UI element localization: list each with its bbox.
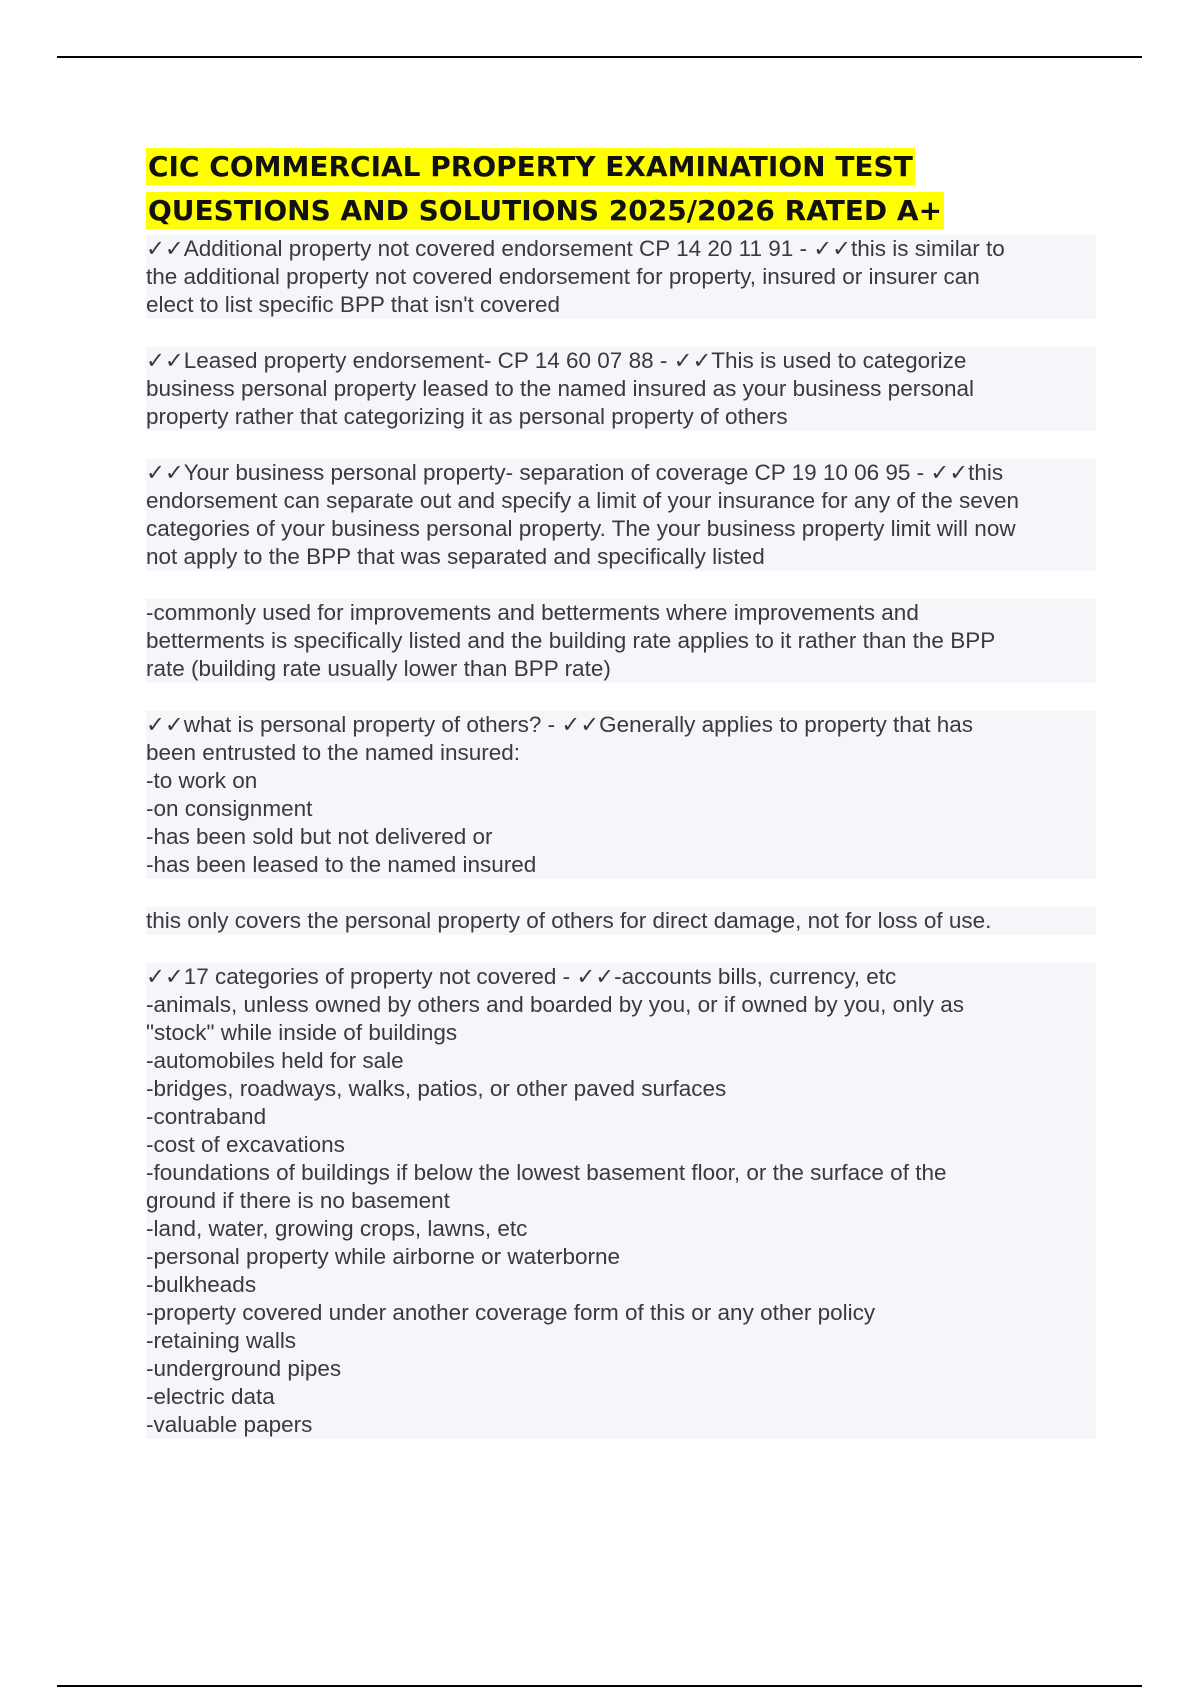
text-line: -automobiles held for sale [146, 1047, 1096, 1075]
qa-block-property-of-others [146, 711, 1096, 879]
top-rule [57, 56, 1142, 58]
text-line: the additional property not covered endorsement for property, insured or insurer can [146, 263, 1096, 291]
text-line: -valuable papers [146, 1411, 1096, 1439]
qa-block-property-not-covered [146, 963, 1096, 1439]
title-line-1: CIC COMMERCIAL PROPERTY EXAMINATION TEST [148, 150, 913, 183]
text-line: -land, water, growing crops, lawns, etc [146, 1215, 1096, 1243]
note-block-direct-damage [146, 907, 1096, 935]
text-line: rate (building rate usually lower than BPP rate) [146, 655, 1096, 683]
text-line: -personal property while airborne or waterborne [146, 1243, 1096, 1271]
text-line: -electric data [146, 1383, 1096, 1411]
text-line: ✓✓Additional property not covered endorsement CP 14 20 11 91 - ✓✓this is similar to [146, 235, 1096, 263]
text-line: -commonly used for improvements and betterments where improvements and [146, 599, 1096, 627]
text-line: not apply to the BPP that was separated and specifically listed [146, 543, 1096, 571]
text-line: -bulkheads [146, 1271, 1096, 1299]
text-line: this only covers the personal property of others for direct damage, not for loss of use. [146, 907, 1096, 935]
note-block-improvements [146, 599, 1096, 683]
text-line: ✓✓Leased property endorsement- CP 14 60 07 88 - ✓✓This is used to categorize [146, 347, 1096, 375]
text-line: betterments is specifically listed and the building rate applies to it rather than the BPP [146, 627, 1096, 655]
text-line: -has been leased to the named insured [146, 851, 1096, 879]
bottom-rule [57, 1685, 1142, 1687]
text-line: -to work on [146, 767, 1096, 795]
text-line: categories of your business personal property. The your business property limit will now [146, 515, 1096, 543]
text-line: -contraband [146, 1103, 1096, 1131]
text-line: property rather that categorizing it as personal property of others [146, 403, 1096, 431]
text-line: ✓✓17 categories of property not covered - ✓✓-accounts bills, currency, etc [146, 963, 1096, 991]
text-line: business personal property leased to the named insured as your business personal [146, 375, 1096, 403]
text-line: -underground pipes [146, 1355, 1096, 1383]
text-line: -retaining walls [146, 1327, 1096, 1355]
text-line: -cost of excavations [146, 1131, 1096, 1159]
text-line: -animals, unless owned by others and boarded by you, or if owned by you, only as [146, 991, 1096, 1019]
text-line: endorsement can separate out and specify a limit of your insurance for any of the seven [146, 487, 1096, 515]
text-line: ✓✓what is personal property of others? - ✓✓Generally applies to property that has [146, 711, 1096, 739]
text-line: ✓✓Your business personal property- separation of coverage CP 19 10 06 95 - ✓✓this [146, 459, 1096, 487]
qa-block-additional-property [146, 235, 1096, 319]
text-line: -foundations of buildings if below the lowest basement floor, or the surface of the [146, 1159, 1096, 1187]
text-line: elect to list specific BPP that isn't covered [146, 291, 1096, 319]
text-line: -property covered under another coverage form of this or any other policy [146, 1299, 1096, 1327]
text-line: ground if there is no basement [146, 1187, 1096, 1215]
qa-block-separation-of-coverage [146, 459, 1096, 571]
qa-block-leased-property [146, 347, 1096, 431]
text-line: -on consignment [146, 795, 1096, 823]
document-body [146, 145, 1096, 1467]
title-line-2: QUESTIONS AND SOLUTIONS 2025/2026 RATED A+ [148, 194, 943, 227]
text-line: "stock" while inside of buildings [146, 1019, 1096, 1047]
text-line: -bridges, roadways, walks, patios, or other paved surfaces [146, 1075, 1096, 1103]
page-title [146, 145, 1096, 233]
text-line: been entrusted to the named insured: [146, 739, 1096, 767]
text-line: -has been sold but not delivered or [146, 823, 1096, 851]
